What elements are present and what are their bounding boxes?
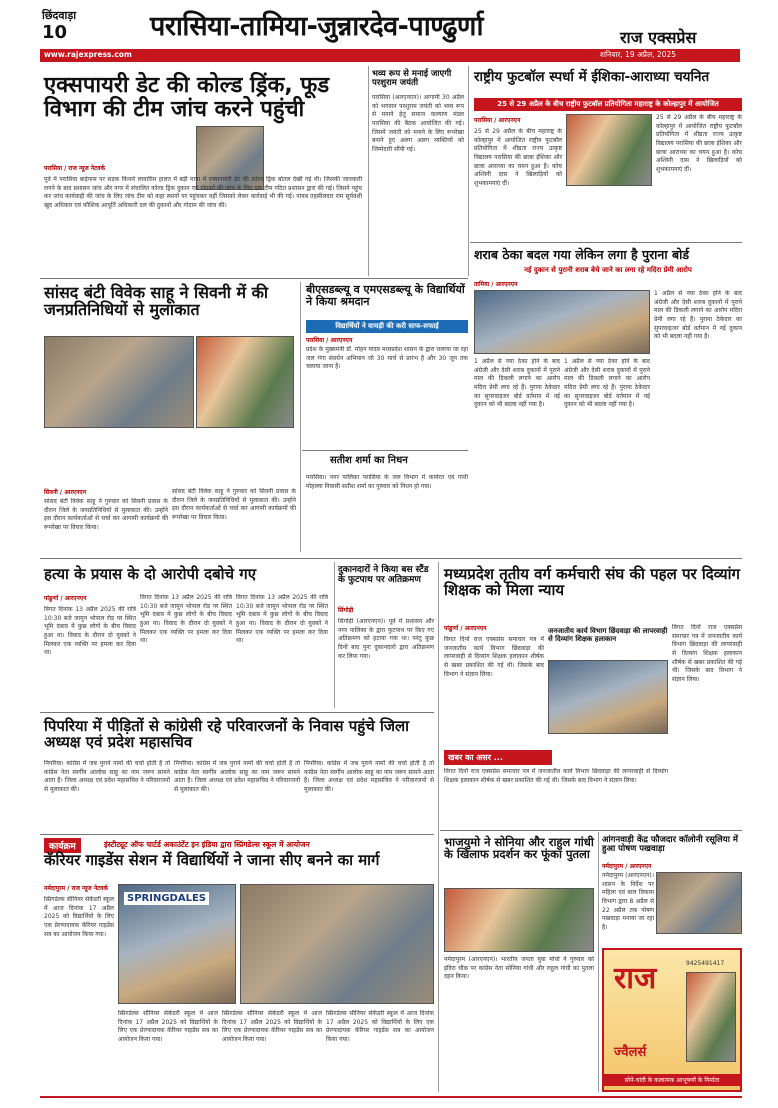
- football-photo: [566, 114, 652, 186]
- liquor-subhead: नई दुकान से पुरानी शराब बेचे जाने का लगा रहे मदिरा प्रेमी आरोप: [524, 266, 692, 274]
- impact-box: खबर का असर ...: [444, 750, 552, 765]
- bottom-rule: [40, 1096, 742, 1098]
- byline-football: परासिया / आरएनएन: [474, 117, 521, 124]
- mp-photo-2: [196, 336, 294, 428]
- jewellers-ad[interactable]: [602, 948, 742, 1092]
- headline-bhajpa: भाजयुमो ने सोनिया और राहुल गांधी के खिलाफ प्रदर्शन कर फूंका पुतला: [444, 835, 594, 862]
- pipariya-body-3: पिपरिया। कांग्रेस में जब पुराने नामों की चर्चा होती है तो कांग्रेस नेता स्वर्गीय आलोक साहू का नाम जरूर सामने आता है। जिला अध्यक्ष एवं प्रदेश महासचिव ने परिवारजनों से मुलाकात की।: [304, 760, 434, 794]
- bsw-subhead: विद्यार्थियों ने वाचड़ी की करी साफ-सफाई: [306, 320, 468, 333]
- liquor-body-3: 1 अप्रैल से नया ठेका होने के बाद अंग्रेजी और देसी शराब दुकानों में पुराने माल की डिकली लगाने का आरोप मदिरा प्रेमी लगा रहे हैं। पुराना ठेकेदार का सुपरवाइजर बोर्ड वर्तमान में नई दुकान को भी बदला नहीं गया है।: [654, 290, 742, 341]
- masthead-title: परासिया-तामिया-जुन्नारदेव-पाण्ढुर्णा: [150, 11, 483, 42]
- food-body: पूर्व में परासिया बाईपास पर सड़क किनारे लावारिस हालत में बड़ी मात्रा में एक्सपायरी डेट की कोल्ड ड्रिंक बोतल देखी गई थी। जिसकी जानकारी लगने के बाद प्रशासन जांच और नगर में संचालित कोल्ड ड्रिंक दुकान एवं गोदामों की जांच के लिए एक टीम गठित प्रशासन द्वारा की गई। जिसने पहुंच कर जांच कार्यवाही की जांच के लिए जांच टीम को कहा स्थानों पर पहुंचकर वहीं जिसको लेकर कार्रवाई भी की गई। नायब तहसीलदार राम सूर्यवंशी खुद अधिकार एवं कौशिक आपूर्ति अधिकारी दल की दुकानों और गोदाम की जांच की।: [44, 176, 362, 210]
- headline-satish: सतीश शर्मा का निधन: [330, 455, 408, 466]
- headline-anganwadi: आंगनवाड़ी केंद्र फौजदार कॉलोनी रसूलिया में हुआ पोषण पखवाड़ा: [602, 835, 738, 855]
- masthead: [0, 0, 778, 64]
- anganwadi-body: नर्मदापुरम (आरएनएन)। शासन के निर्देश पर महिला एवं बाल विकास विभाग द्वारा 8 अप्रैल से 22 अप्रैल तक पोषण पखवाड़ा मनाया जा रहा है।: [602, 872, 654, 932]
- liquor-body-2: 1 अप्रैल से नया ठेका होने के बाद अंग्रेजी और देसी शराब दुकानों में पुराने माल की डिकली लगाने का आरोप मदिरा प्रेमी लगा रहे हैं। पुराना ठेकेदार का सुपरवाइजर बोर्ड वर्तमान में नई दुकान को भी बदला नहीं गया है।: [564, 358, 650, 409]
- headline-career: कॅरियर गाइडेंस सेशन में विद्यार्थियों ने जाना सीए बनने का मार्ग: [44, 851, 380, 869]
- ad-tagline: सोने-चांदी के कलात्मक आभूषणों के निर्माता: [604, 1074, 740, 1086]
- anganwadi-photo: [656, 872, 742, 934]
- career-body-4: स्प्रिंगडेल्स सीनियर सेकेंडरी स्कूल में आज दिनांक 17 अप्रैल 2025 को विद्यार्थियों के लिए एक प्रेरणादायक कॅरियर गाइडेंस सत्र का आयोजन किया गया।: [326, 1010, 434, 1044]
- byline-liquor: तामिया / आरएनएन: [474, 281, 518, 288]
- career-tag: कार्यक्रम: [44, 838, 81, 853]
- career-body-2: स्प्रिंगडेल्स सीनियर सेकेंडरी स्कूल में आज दिनांक 17 अप्रैल 2025 को विद्यार्थियों के लिए एक प्रेरणादायक कॅरियर गाइडेंस सत्र का आयोजन किया गया।: [118, 1010, 218, 1044]
- teacher-body: विगत दिनों राज एक्सप्रेस समाचार पत्र में जनजातीय कार्य विभाग छिंदवाड़ा की लापरवाही से दिव्यांग शिक्षक हलाकान शीर्षक से खबर प्रकाशित की गई थी। जिसके बाद विभाग ने संज्ञान लिया।: [444, 636, 544, 678]
- website-link[interactable]: www.rajexpress.com: [44, 50, 132, 59]
- headline-bsw: बीएसडब्ल्यू व एमएसडब्ल्यू के विद्यार्थियों ने किया श्रमदान: [306, 283, 465, 308]
- teacher-subhead: जनजातीय कार्य विभाग छिंदवाड़ा की लापरवाही से दिव्यांग शिक्षक हलाकान: [548, 627, 668, 643]
- headline-teacher: मध्यप्रदेश तृतीय वर्ग कर्मचारी संघ की पहल पर दिव्यांग शिक्षक को मिला न्याय: [444, 565, 740, 600]
- pipariya-body: पिपरिया। कांग्रेस में जब पुराने नामों की चर्चा होती है तो कांग्रेस नेता स्वर्गीय आलोक साहू का नाम जरूर सामने आता है। जिला अध्यक्ष एवं प्रदेश महासचिव ने परिवारजनों से मुलाकात की।: [44, 760, 170, 794]
- headline-murder: हत्या के प्रयास के दो आरोपी दबोचे गए: [44, 565, 257, 583]
- teacher-body-2: विगत दिनों राज एक्सप्रेस समाचार पत्र में जनजातीय कार्य विभाग छिंदवाड़ा की लापरवाही से दिव्यांग शिक्षक हलाकान शीर्षक से खबर प्रकाशित की गई थी। जिसके बाद विभाग ने संज्ञान लिया।: [672, 624, 742, 684]
- murder-body-2: विगत दिनांक 13 अप्रैल 2025 की रात्रि 10:30 बजे जामुन भोपाल रोड पर स्थित भूमि दबाव में कुछ लोगों के बीच विवाद हुआ था। विवाद के दौरान दो युवकों ने मिलकर एक व्यक्ति पर हमला कर दिया था।: [140, 594, 232, 645]
- career-photo-2: [240, 884, 434, 1004]
- ad-model-photo: [686, 972, 736, 1062]
- page-number: 10: [42, 22, 68, 43]
- football-body-2: 25 से 29 अप्रैल के बीच महाराष्ट्र के कोल्हापुर में आयोजित राष्ट्रीय फुटबॉल प्रतियोगिता में शीघ्रता राज्य उत्कृष्ट विद्यालय परासिया की छात्रा ईशिका और छात्रा आराध्या का चयन हुआ है। कोच अश्विनी दास ने खिलाड़ियों को शुभकामनाएं दीं।: [656, 114, 742, 174]
- ad-phone: 9425491417: [686, 960, 725, 967]
- byline-mp: सिवनी / आरएनएन: [44, 489, 87, 496]
- career-body-3: स्प्रिंगडेल्स सीनियर सेकेंडरी स्कूल में आज दिनांक 17 अप्रैल 2025 को विद्यार्थियों के लिए एक प्रेरणादायक कॅरियर गाइडेंस सत्र का आयोजन किया गया।: [222, 1010, 322, 1044]
- ad-sub: ज्वैलर्स: [614, 1045, 647, 1060]
- byline-murder: पांढुर्णा / आरएनएन: [44, 595, 87, 602]
- bhajpa-photo: [444, 888, 594, 952]
- football-body: 25 से 29 अप्रैल के बीच महाराष्ट्र के कोल्हापुर में आयोजित राष्ट्रीय फुटबॉल प्रतियोगिता में शीघ्रता राज्य उत्कृष्ट विद्यालय परासिया की छात्रा ईशिका और छात्रा आराध्या का चयन हुआ है। कोच अश्विनी दास ने खिलाड़ियों को शुभकामनाएं दीं।: [474, 128, 562, 188]
- byline-anganwadi: नर्मदापुरम / आरएनएन: [602, 863, 652, 870]
- career-banner: SPRINGDALES: [124, 892, 209, 905]
- liquor-photo: [474, 290, 650, 354]
- headline-mp: सांसद बंटी विवेक साहू ने सिवनी में की जनप्रतिनिधियों से मुलाकात: [44, 283, 269, 320]
- mp-photo-1: [44, 336, 194, 428]
- headline-birth: भव्य रूप से मनाई जाएगी परशुराम जयंती: [372, 69, 452, 89]
- headline-liquor: शराब ठेका बदल गया लेकिन लगा है पुराना बोर्ड: [474, 247, 690, 262]
- satish-body: परासिया। नगर पालिका परासिया के जल विभाग में कार्यरत एवं गांधी मोहल्ला निवासी सतीश शर्मा का गुरुवार को निधन हो गया।: [306, 474, 468, 490]
- mp-body-2: सांसद बंटी विवेक साहू ने गुरुवार को सिवनी प्रवास के दौरान जिले के जनप्रतिनिधियों से मुलाकात की। उन्होंने इस दौरान कार्यकर्ताओं से चर्चा कर आगामी कार्यक्रमों की रूपरेखा पर विचार किया।: [172, 488, 296, 522]
- paper-name: राज एक्सप्रेस: [620, 28, 697, 47]
- headline-food: एक्सपायरी डेट की कोल्ड ड्रिंक, फूड विभाग की टीम जांच करने पहुंची: [44, 73, 330, 122]
- murder-body: विगत दिनांक 13 अप्रैल 2025 की रात्रि 10:30 बजे जामुन भोपाल रोड पर स्थित भूमि दबाव में कुछ लोगों के बीच विवाद हुआ था। विवाद के दौरान दो युवकों ने मिलकर एक व्यक्ति पर हमला कर दिया था।: [44, 606, 136, 657]
- headline-football: राष्ट्रीय फुटबॉल स्पर्धा में ईशिका-आराध्या चयनित: [474, 69, 710, 85]
- byline-shop: सिंगोड़ी: [338, 607, 354, 614]
- byline-career: नर्मदापुरम / राज न्यूज नेटवर्क: [44, 885, 109, 892]
- teacher-body-3: विगत दिनों राज एक्सप्रेस समाचार पत्र में जनजातीय कार्य विभाग छिंदवाड़ा की लापरवाही से दिव्यांग शिक्षक हलाकान शीर्षक से खबर प्रकाशित की गई थी। जिसके बाद विभाग ने संज्ञान लिया।: [444, 768, 668, 784]
- teacher-doc-photo: [548, 660, 668, 734]
- byline-teacher: पांढुर्णा / आरएनएन: [444, 625, 487, 632]
- birth-body: परासिया (आरएनएन)। आगामी 30 अप्रैल को भगवान परशुराम जयंती को भव्य रूप से मनाने हेतु समाज कल्याण मंडल परासिया की बैठक आयोजित की गई। जिसमें जयंती को मनाने के लिए रूपरेखा बनाने हुए अलग अलग व्यक्तियों को जिम्मेदारी सौंपी गई।: [372, 94, 464, 154]
- career-kicker: इंस्टीट्यूट ऑफ चार्टर्ड अकाउंटेंट इन इंडिया द्वारा स्प्रिंगडेल्स स्कूल में आयोजन: [104, 840, 310, 849]
- pipariya-body-2: पिपरिया। कांग्रेस में जब पुराने नामों की चर्चा होती है तो कांग्रेस नेता स्वर्गीय आलोक साहू का नाम जरूर सामने आता है। जिला अध्यक्ष एवं प्रदेश महासचिव ने परिवारजनों से मुलाकात की।: [174, 760, 300, 794]
- football-subhead: 25 से 29 अप्रैल के बीच राष्ट्रीय फुटबॉल प्रतियोगिता महाराष्ट्र के कोल्हापुर में आयोजित: [474, 98, 742, 111]
- byline-bsw: परासिया / आरएनएन: [306, 337, 353, 344]
- headline-pipariya: पिपरिया में पीड़ितों से कांग्रेसी रहे परिवारजनों के निवास पहुंचे जिला अध्यक्ष एवं प्रदेश महासचिव: [44, 717, 410, 752]
- bsw-body: प्रदेश के मुख्यमंत्री डॉ. मोहन यादव मध्यप्रदेश शासन के द्वारा चलाया जा रहा जल गंगा संवर्धन अभियान जो 30 मार्च से प्रारंभ है और 30 जून तक चलाया जाना है।: [306, 346, 468, 371]
- mp-body: सांसद बंटी विवेक साहू ने गुरुवार को सिवनी प्रवास के दौरान जिले के जनप्रतिनिधियों से मुलाकात की। उन्होंने इस दौरान कार्यकर्ताओं से चर्चा कर आगामी कार्यक्रमों की रूपरेखा पर विचार किया।: [44, 498, 168, 532]
- bhajpa-body: नर्मदापुरम (आरएनएन)। भारतीय जनता युवा मोर्चा ने गुरुवार को इंदिरा चौक पर कांग्रेस नेता सोनिया गांधी और राहुल गांधी का पुतला दहन किया।: [444, 956, 594, 981]
- career-body: स्प्रिंगडेल्स सीनियर सेकेंडरी स्कूल में आज दिनांक 17 अप्रैल 2025 को विद्यार्थियों के लिए एक प्रेरणादायक कॅरियर गाइडेंस सत्र का आयोजन किया गया।: [44, 896, 114, 938]
- shop-body: सिंगोड़ी (आरएनएन)। पूर्व में प्रशासन और नगर पालिका के द्वारा फुटपाथ पर किए गए अतिक्रमण को हटाया गया था। परंतु कुछ दिनों बाद पुनः दुकानदारों द्वारा अतिक्रमण कर लिया गया।: [338, 618, 434, 660]
- liquor-body: 1 अप्रैल से नया ठेका होने के बाद अंग्रेजी और देसी शराब दुकानों में पुराने माल की डिकली लगाने का आरोप मदिरा प्रेमी लगा रहे हैं। पुराना ठेकेदार का सुपरवाइजर बोर्ड वर्तमान में नई दुकान को भी बदला नहीं गया है।: [474, 358, 560, 409]
- ad-name: राज: [614, 961, 657, 996]
- headline-shop: दुकानदारों ने किया बस स्टैंड के फुटपाथ पर अतिक्रमण: [338, 565, 429, 585]
- murder-body-3: विगत दिनांक 13 अप्रैल 2025 की रात्रि 10:30 बजे जामुन भोपाल रोड पर स्थित भूमि दबाव में कुछ लोगों के बीच विवाद हुआ था। विवाद के दौरान दो युवकों ने मिलकर एक व्यक्ति पर हमला कर दिया था।: [236, 594, 328, 645]
- masthead-city: छिंदवाड़ा: [42, 9, 77, 22]
- byline-food: परासिया / राज न्यूज नेटवर्क: [44, 165, 106, 172]
- issue-date: शनिवार, 19 अप्रैल, 2025: [600, 50, 677, 59]
